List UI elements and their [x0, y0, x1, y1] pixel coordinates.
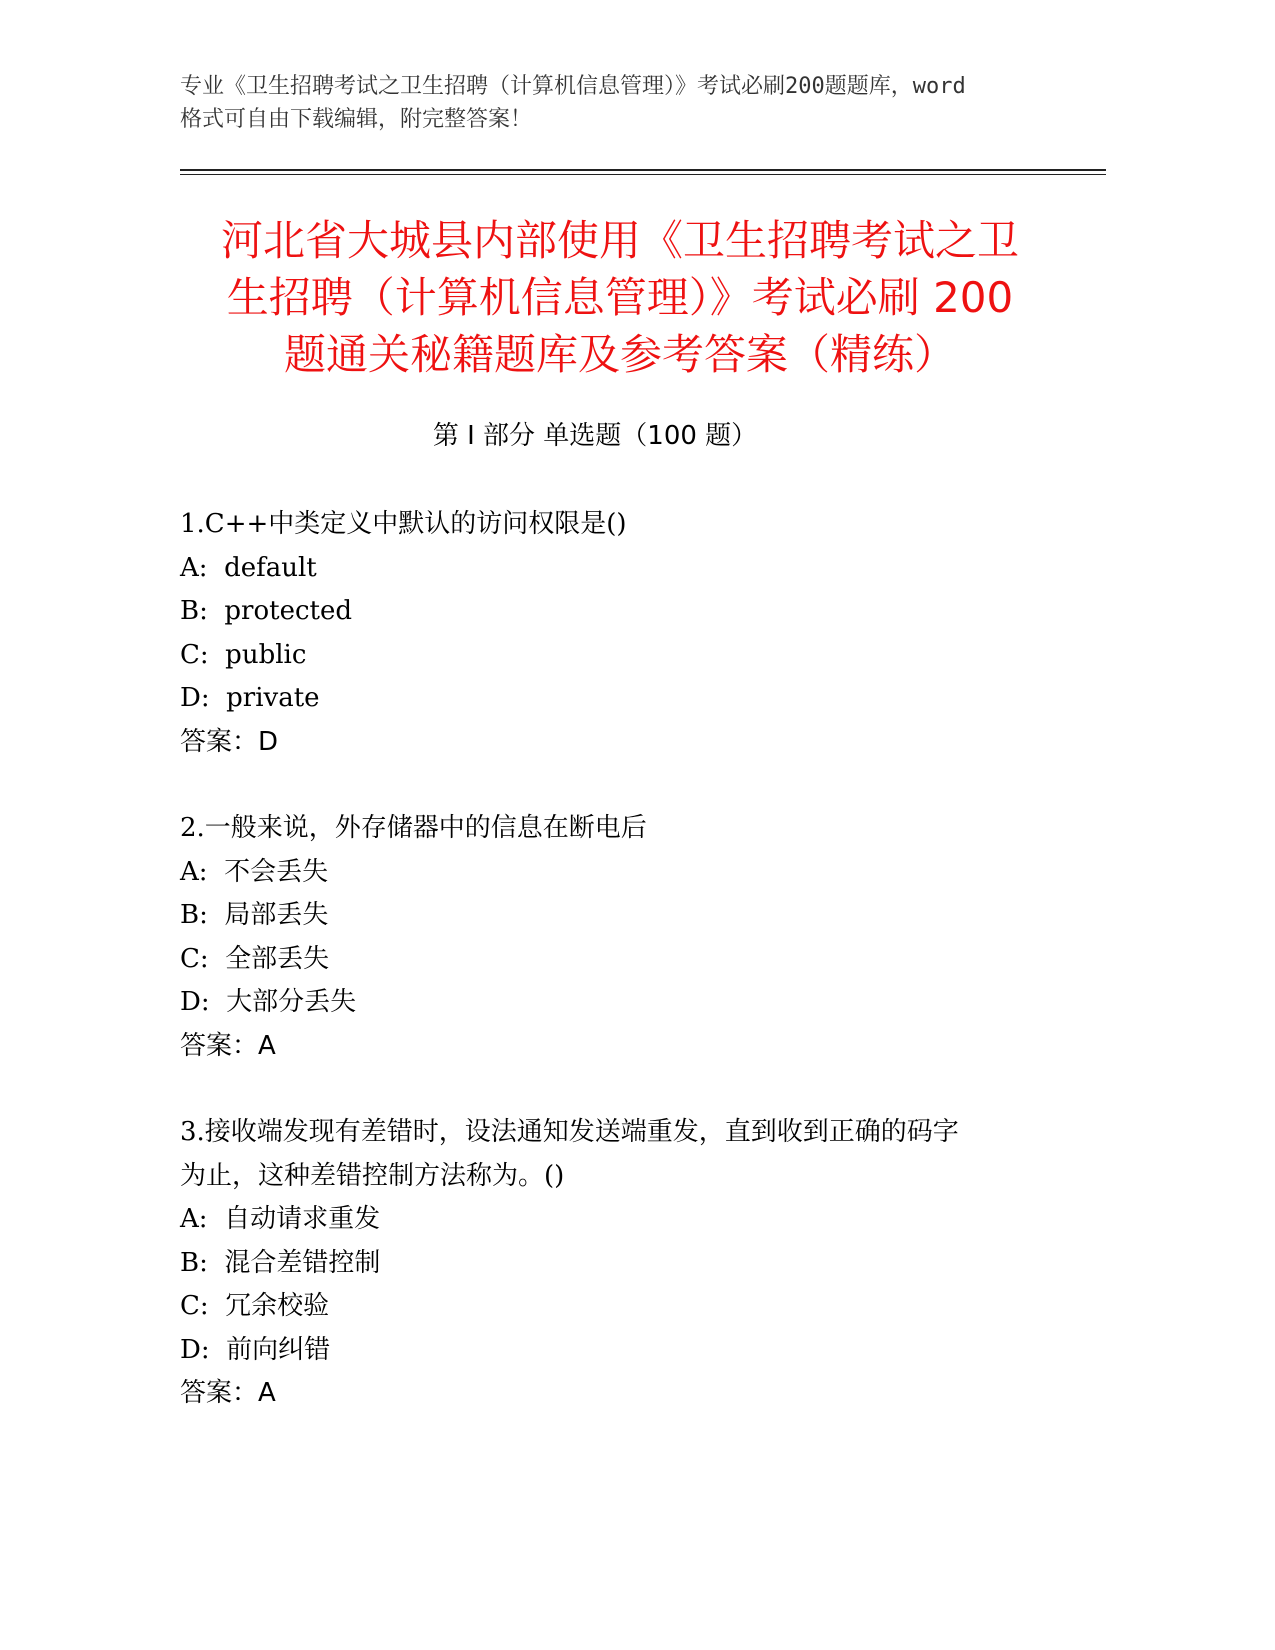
header-divider-thin: [180, 174, 1106, 175]
option-d: D: 大部分丢失: [180, 987, 357, 1017]
question-stem: [180, 807, 1060, 851]
section-title: 第 I 部分 单选题（100 题）: [432, 421, 758, 451]
option-c: C: 冗余校验: [180, 1291, 330, 1321]
option-d: D: private: [180, 683, 320, 713]
question-3: [180, 1111, 1060, 1416]
header-divider-thick: [180, 169, 1106, 171]
question-stem-line: 2.一般来说，外存储器中的信息在断电后: [180, 813, 647, 843]
document-title-line-3: 题通关秘籍题库及参考答案（精练）: [283, 330, 956, 379]
question-stem: [180, 503, 1060, 547]
option-c: C: public: [180, 639, 307, 670]
answer: 答案：A: [180, 1030, 276, 1061]
answer: 答案：A: [180, 1378, 276, 1408]
document-title-line-2: 生招聘（计算机信息管理）》考试必刷 200: [226, 273, 1014, 322]
question-stem-line: 1.C++中类定义中默认的访问权限是(): [180, 509, 627, 539]
question-stem: [180, 1111, 1060, 1198]
question-stem-line: 3.接收端发现有差错时，设法通知发送端重发，直到收到正确的码字: [180, 1117, 959, 1147]
document-title: [180, 212, 1060, 383]
question-stem-line: 为止，这种差错控制方法称为。(): [180, 1160, 565, 1191]
question-1: [180, 503, 1060, 764]
header-note: [180, 70, 1090, 136]
option-b: B: 局部丢失: [180, 900, 329, 930]
option-a: A: 不会丢失: [180, 856, 329, 887]
option-b: B: 混合差错控制: [180, 1247, 381, 1278]
question-list: [180, 503, 1060, 1459]
document-title-line-1: 河北省大城县内部使用《卫生招聘考试之卫: [220, 216, 1019, 265]
option-a: A: 自动请求重发: [180, 1204, 381, 1234]
header-note-line-2: 格式可自由下载编辑，附完整答案！: [180, 107, 533, 132]
answer: 答案：D: [180, 726, 279, 757]
header-note-line-1: 专业《卫生招聘考试之卫生招聘（计算机信息管理）》考试必刷200题题库，word: [180, 74, 966, 99]
question-2: [180, 807, 1060, 1068]
option-b: B: protected: [180, 596, 352, 626]
option-c: C: 全部丢失: [180, 943, 330, 974]
option-a: A: default: [180, 552, 317, 583]
option-d: D: 前向纠错: [180, 1334, 331, 1365]
